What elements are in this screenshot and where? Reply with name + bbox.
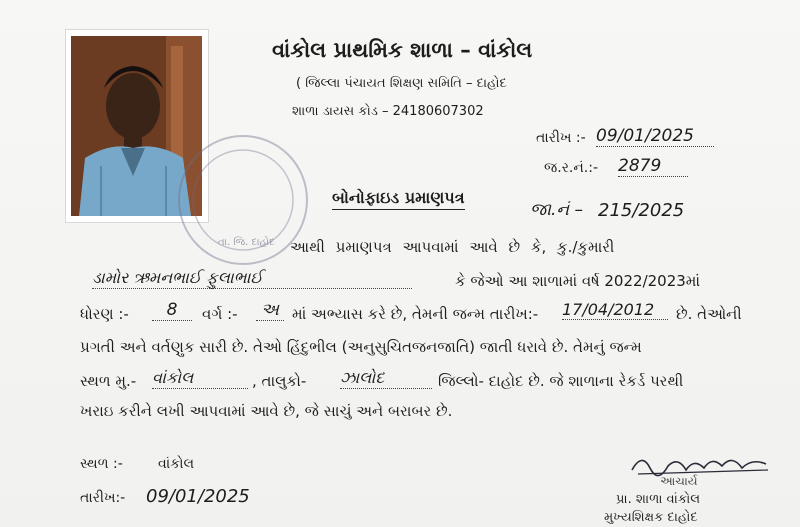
class-value: અ: [256, 300, 284, 321]
round-stamp: [178, 135, 308, 265]
place-label: સ્થળ મુ.-: [80, 372, 137, 390]
reg-value: 2879: [618, 156, 688, 177]
document-title: બોનોફાઇડ પ્રમાણપત્ર: [332, 188, 465, 210]
std-value: 8: [152, 300, 192, 321]
head-teacher-line: મુખ્યશિક્ષક દાહોદ: [604, 510, 698, 525]
reg-label: જ.ર.નં.:-: [544, 160, 599, 176]
date-value: 09/01/2025: [596, 126, 714, 147]
taluka-value: ઝાલોદ: [340, 368, 432, 389]
principal-signature: [628, 448, 778, 482]
std-label: ધોરણ :-: [80, 305, 129, 323]
school-stamp-line: પ્રા. શાળા વાંકોલ: [616, 492, 701, 507]
school-name: વાંકોલ પ્રાથમિક શાળા – વાંકોલ: [272, 38, 533, 62]
body-line-6: ખરાઇ કરીને લખી આપવામાં આવે છે, જે સાચું અને બરાબર છે.: [80, 402, 453, 420]
outward-value: 215/2025: [598, 200, 685, 221]
dob-value: 17/04/2012: [562, 300, 668, 320]
principal-role: આચાર્ય: [660, 474, 698, 488]
body-line-1: આથી પ્રમાણપત્ર આપવામાં આવે છે કે, કુ./કુમારી: [290, 238, 615, 256]
footer-date-label: તારીખ:-: [80, 490, 126, 506]
footer-place-value: વાંકોલ: [158, 456, 195, 472]
body-line-2: કે જેઓ આ શાળામાં વર્ષ 2022/2023માં: [455, 272, 701, 290]
school-subtitle: ( જિલ્લા પંચાયત શિક્ષણ સમિતિ – દાહોદ: [296, 76, 507, 91]
dise-code: શાળા ડાયસ કોડ – 24180607302: [292, 104, 484, 119]
body-line-3-end: છે. તેઓની: [676, 305, 742, 323]
footer-place-label: સ્થળ :-: [80, 456, 123, 472]
footer-date-value: 09/01/2025: [146, 486, 250, 507]
date-label: તારીખ :-: [536, 130, 586, 146]
body-line-3: માં અભ્યાસ કરે છે, તેમની જન્મ તારીખ:-: [292, 305, 539, 323]
stamp-text: તા. જિ. દાહોદ: [218, 237, 275, 248]
taluka-label: , તાલુકો-: [252, 372, 307, 390]
outward-label: જા.નં –: [530, 200, 583, 220]
class-label: વર્ગ :-: [202, 305, 238, 323]
student-name: ડામોર ઋમનભાઈ ફુલાભાઈ: [92, 268, 412, 289]
birth-place-value: વાંકોલ: [152, 368, 248, 389]
body-line-4: પ્રગતી અને વર્તણુક સારી છે. તેઓ હિંદુભીલ (અનુસુચિતજનજાતિ) જાતી ધરાવે છે. તેમનું જન્મ: [80, 338, 642, 356]
body-line-5: જિલ્લો- દાહોદ છે. જે શાળાના રેકર્ડ પરથી: [438, 372, 684, 390]
